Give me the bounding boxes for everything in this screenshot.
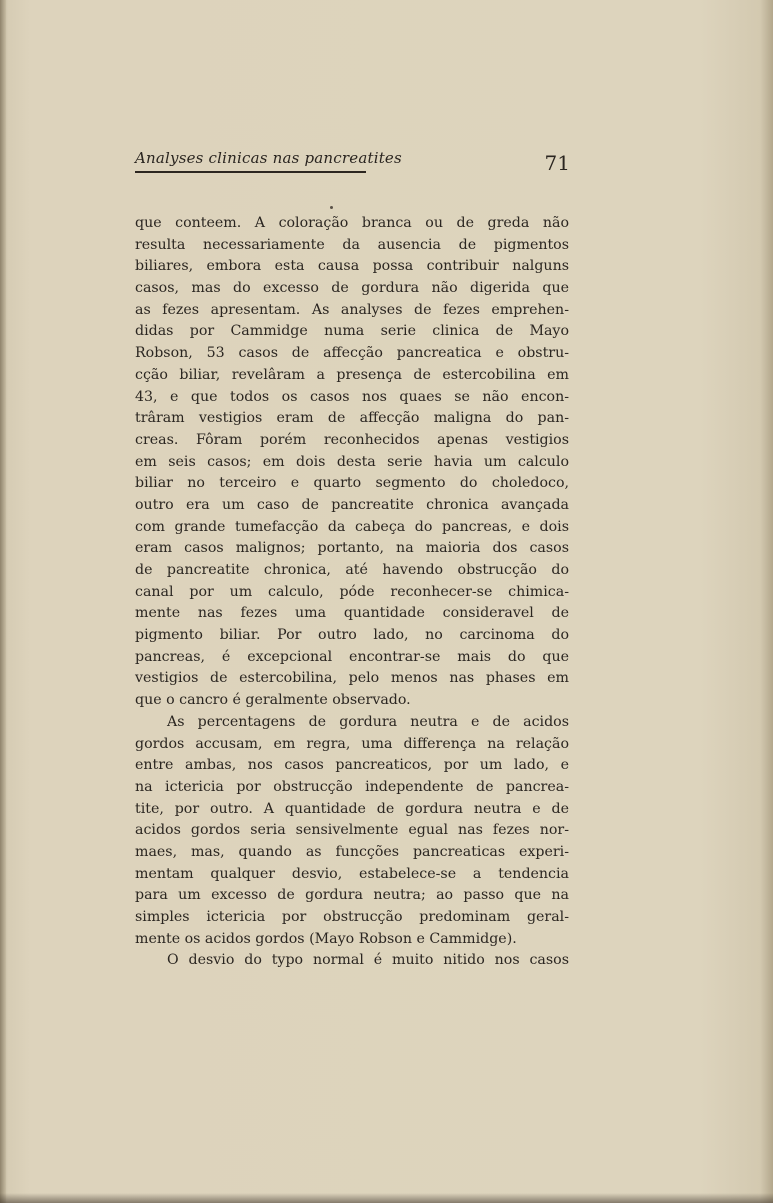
text-line: simples ictericia por obstrucção predominam geral-: [135, 909, 569, 925]
text-line: gordos accusam, em regra, uma differença na relação: [135, 735, 569, 752]
paragraph-end-line: mente os acidos gordos (Mayo Robson e Cammidge).: [135, 930, 517, 947]
text-line: outro era um caso de pancreatite chronica avançada: [135, 496, 569, 513]
text-line: para um excesso de gordura neutra; ao passo que na: [135, 887, 569, 904]
text-line: vestigios de estercobilina, pelo menos nas phases em: [135, 670, 569, 687]
text-line: entre ambas, nos casos pancreaticos, por um lado, e: [135, 757, 569, 774]
running-title: Analyses clinicas nas pancreatites: [135, 149, 402, 167]
paragraph-end-line: que o cancro é geralmente observado.: [135, 692, 411, 709]
page-number: 71: [544, 151, 570, 175]
text-line: maes, mas, quando as funcções pancreaticas experi-: [135, 843, 569, 860]
text-line: biliares, embora esta causa possa contribuir nalguns: [135, 258, 569, 275]
text-line: canal por um calculo, póde reconhecer-se chimica-: [135, 583, 569, 600]
text-line: 43, e que todos os casos nos quaes se não encon-: [135, 388, 569, 405]
text-line: em seis casos; em dois desta serie havia um calculo: [135, 453, 569, 470]
text-line: Robson, 53 casos de affecção pancreatica e obstru-: [135, 345, 569, 362]
text-line: casos, mas do excesso de gordura não digerida que: [135, 280, 569, 297]
text-line: com grande tumefacção da cabeça do pancreas, e dois: [135, 518, 569, 535]
paragraph-start-line: O desvio do typo normal é muito nitido nos casos: [167, 952, 569, 969]
text-line: cção biliar, revelâram a presença de estercobilina em: [135, 366, 569, 383]
text-line: pancreas, é excepcional encontrar-se mais do que: [135, 648, 569, 665]
header-rule: [135, 171, 366, 173]
text-line: biliar no terceiro e quarto segmento do choledoco,: [135, 475, 569, 492]
text-line: trâram vestigios eram de affecção maligna do pan-: [135, 410, 569, 427]
text-line: didas por Cammidge numa serie clinica de Mayo: [135, 323, 569, 340]
text-line: mente nas fezes uma quantidade consideravel de: [135, 605, 569, 622]
ink-speck: [330, 206, 333, 209]
text-line: pigmento biliar. Por outro lado, no carcinoma do: [135, 627, 569, 644]
text-line: de pancreatite chronica, até havendo obstrucção do: [135, 562, 569, 578]
text-line: na ictericia por obstrucção independente de pancrea-: [135, 778, 569, 795]
text-line: mentam qualquer desvio, estabelece-se a tendencia: [135, 865, 569, 882]
text-line: tite, por outro. A quantidade de gordura neutra e de: [135, 800, 569, 817]
paragraph-start-line: As percentagens de gordura neutra e de acidos: [167, 713, 569, 730]
text-line: resulta necessariamente da ausencia de pigmentos: [135, 236, 569, 253]
text-line: as fezes apresentam. As analyses de fezes emprehen-: [135, 301, 569, 318]
text-line: eram casos malignos; portanto, na maioria dos casos: [135, 540, 569, 557]
running-head: [135, 147, 572, 177]
text-line: acidos gordos seria sensivelmente egual nas fezes nor-: [135, 822, 569, 839]
text-line: creas. Fôram porém reconhecidos apenas vestigios: [135, 431, 569, 448]
text-line: que conteem. A coloração branca ou de greda não: [135, 215, 569, 231]
body-text: [135, 213, 569, 972]
